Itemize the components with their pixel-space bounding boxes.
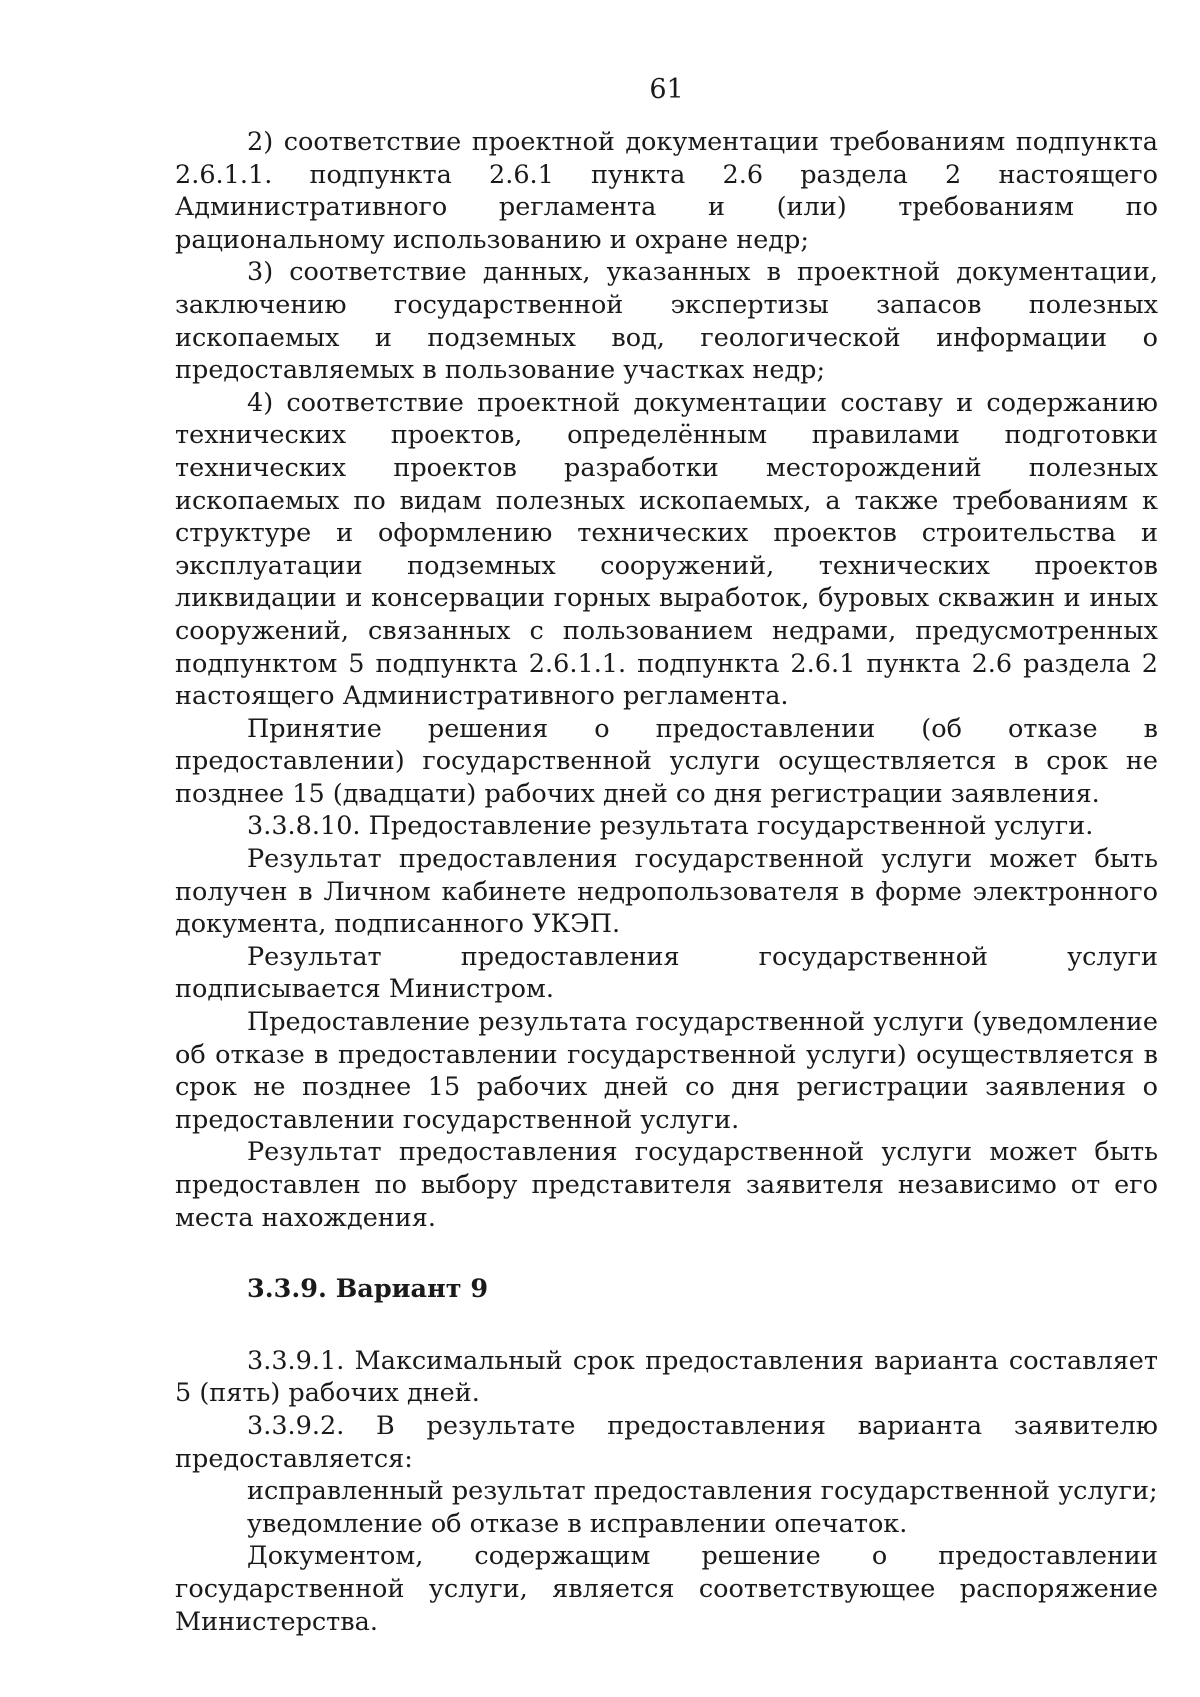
paragraph: исправленный результат предоставления государственной услуги;	[247, 1476, 1158, 1507]
paragraph: Документом, содержащим решение о предоставлении государственной услуги, является соответствующее распоряжение Министерства.	[175, 1541, 1158, 1637]
paragraph: Результат предоставления государственной услуги подписывается Министром.	[175, 941, 1158, 1005]
paragraph: 3) соответствие данных, указанных в проектной документации, заключению государственной экспертизы запасов полезных ископаемых и подземных вод, геологической информации о предоставляемых в пользование участках недр;	[175, 257, 1158, 386]
paragraph: уведомление об отказе в исправлении опечаток.	[247, 1508, 908, 1539]
page-number: 61	[649, 74, 684, 105]
paragraph: 3.3.9.2. В результате предоставления варианта заявителю предоставляется:	[175, 1410, 1158, 1474]
paragraph: Предоставление результата государственной услуги (уведомление об отказе в предоставлении государственной услуги) осуществляется в срок не позднее 15 рабочих дней со дня регистрации заявления о предоставлении государственной услуги.	[175, 1007, 1158, 1135]
paragraph: 4) соответствие проектной документации составу и содержанию технических проектов, определённым правилами подготовки технических проектов разработки месторождений полезных ископаемых по видам полезных ископаемых, а также требованиям к структуре и оформлению технических проектов строительства и эксплуатации подземных сооружений, технических проектов ликвидации и консервации горных выработок, буровых скважин и иных сооружений, связанных с пользованием недрами, предусмотренных подпунктом 5 подпункта 2.6.1.1. подпункта 2.6.1 пункта 2.6 раздела 2 настоящего Административного регламента.	[175, 387, 1158, 712]
paragraph: Результат предоставления государственной услуги может быть получен в Личном кабинете недропользователя в форме электронного документа, подписанного УКЭП.	[175, 844, 1158, 940]
document-page	[175, 70, 1158, 1638]
paragraph: Результат предоставления государственной услуги может быть предоставлен по выбору представителя заявителя независимо от его места нахождения.	[175, 1137, 1158, 1233]
paragraph: 3.3.8.10. Предоставление результата государственной услуги.	[247, 811, 1094, 842]
section-heading: 3.3.9. Вариант 9	[247, 1274, 489, 1305]
paragraph: Принятие решения о предоставлении (об отказе в предоставлении) государственной услуги осуществляется в срок не позднее 15 (двадцати) рабочих дней со дня регистрации заявления.	[175, 713, 1158, 809]
paragraph: 2) соответствие проектной документации требованиям подпункта 2.6.1.1. подпункта 2.6.1 пункта 2.6 раздела 2 настоящего Административного регламента и (или) требованиям по рациональному использованию и охране недр;	[175, 127, 1158, 255]
paragraph: 3.3.9.1. Максимальный срок предоставления варианта составляет 5 (пять) рабочих дней.	[175, 1345, 1158, 1409]
